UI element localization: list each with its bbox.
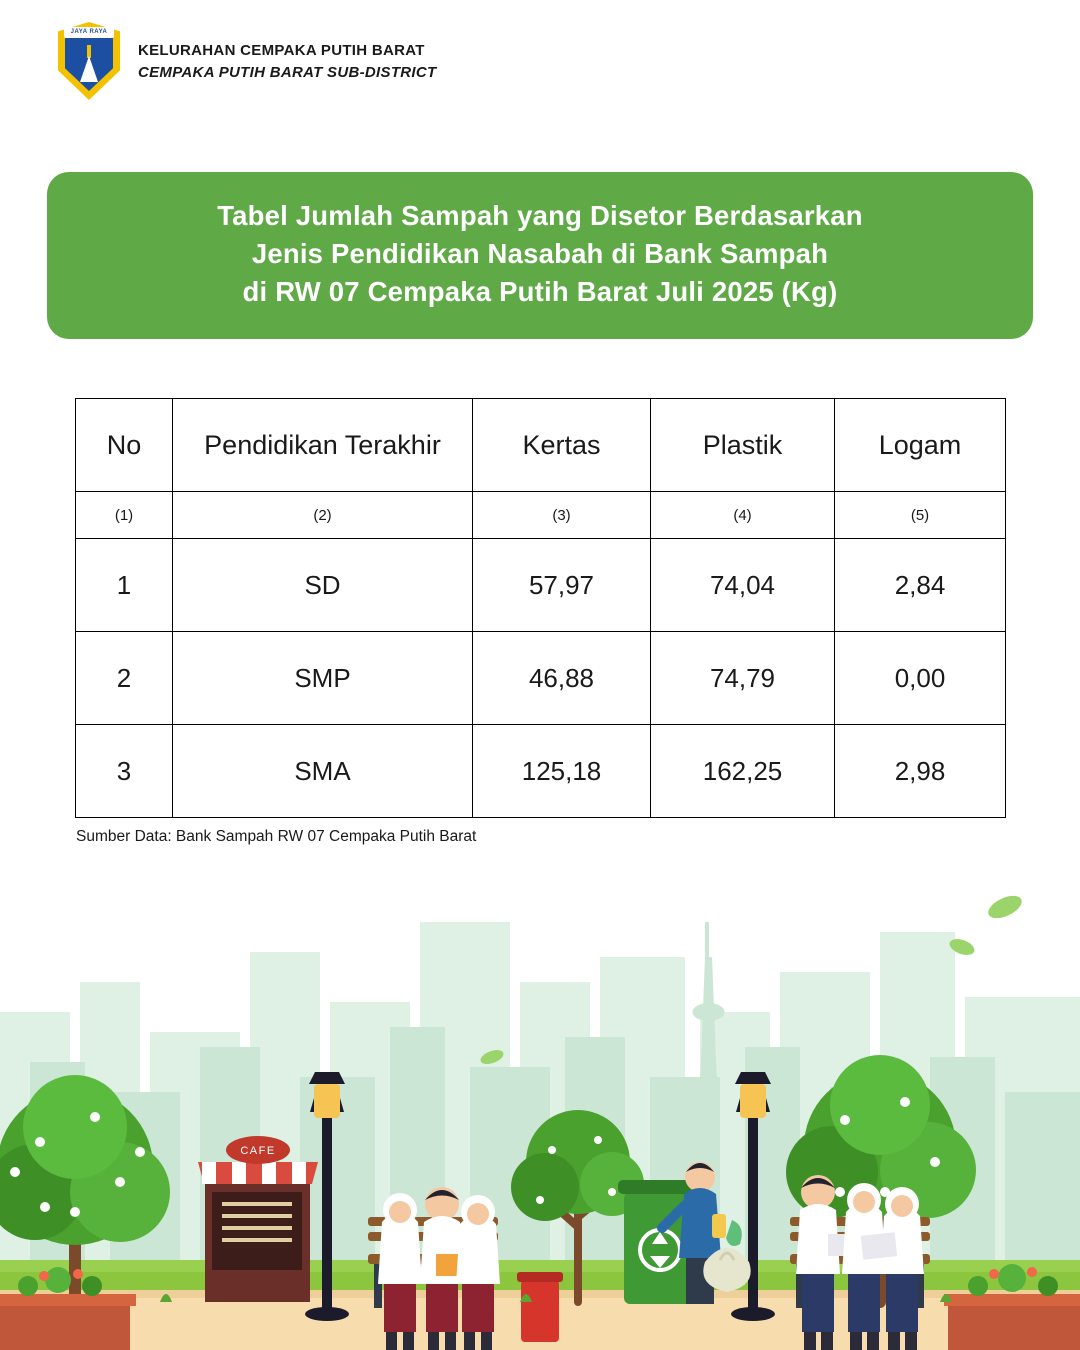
table-row — [76, 539, 1006, 632]
cell-kertas: 57,97 — [473, 539, 651, 632]
svg-text:CAFE: CAFE — [240, 1145, 276, 1157]
cell-plastik: 162,25 — [651, 725, 835, 818]
emblem-ribbon-text: JAYA RAYA — [64, 27, 114, 38]
header-plastik: Plastik — [651, 399, 835, 492]
cell-no: 2 — [76, 632, 173, 725]
jakarta-emblem-icon — [58, 22, 120, 100]
cell-logam: 2,84 — [835, 539, 1006, 632]
data-table-container — [75, 398, 1005, 818]
colnum-1: (1) — [76, 492, 173, 539]
header-line-en: CEMPAKA PUTIH BARAT SUB-DISTRICT — [138, 63, 437, 81]
cell-pendidikan: SMA — [173, 725, 473, 818]
table-header-row — [76, 399, 1006, 492]
students-group-left — [378, 1187, 500, 1350]
red-waste-bin — [517, 1272, 563, 1342]
cell-no: 3 — [76, 725, 173, 818]
title-line-2: Jenis Pendidikan Nasabah di Bank Sampah — [251, 238, 829, 269]
header-kertas: Kertas — [473, 399, 651, 492]
cell-kertas: 46,88 — [473, 632, 651, 725]
header-no: No — [76, 399, 173, 492]
header-pendidikan: Pendidikan Terakhir — [173, 399, 473, 492]
cell-logam: 0,00 — [835, 632, 1006, 725]
cell-no: 1 — [76, 539, 173, 632]
header-logam: Logam — [835, 399, 1006, 492]
title-banner — [47, 172, 1033, 339]
city-park-illustration — [0, 862, 1080, 1350]
colnum-2: (2) — [173, 492, 473, 539]
table-row — [76, 725, 1006, 818]
table-column-number-row — [76, 492, 1006, 539]
cell-pendidikan: SD — [173, 539, 473, 632]
table-row — [76, 632, 1006, 725]
header-line-id: KELURAHAN CEMPAKA PUTIH BARAT — [138, 41, 425, 59]
cell-plastik: 74,04 — [651, 539, 835, 632]
cell-kertas: 125,18 — [473, 725, 651, 818]
title-line-3: di RW 07 Cempaka Putih Barat Juli 2025 (Kg) — [242, 276, 838, 307]
waste-data-table — [75, 398, 1006, 818]
colnum-4: (4) — [651, 492, 835, 539]
students-group-right — [796, 1175, 924, 1350]
cell-plastik: 74,79 — [651, 632, 835, 725]
colnum-5: (5) — [835, 492, 1006, 539]
header — [58, 22, 436, 100]
colnum-3: (3) — [473, 492, 651, 539]
cell-logam: 2,98 — [835, 725, 1006, 818]
cell-pendidikan: SMP — [173, 632, 473, 725]
title-line-1: Tabel Jumlah Sampah yang Disetor Berdasarkan — [217, 200, 863, 231]
header-text — [138, 42, 436, 81]
source-note: Sumber Data: Bank Sampah RW 07 Cempaka Putih Barat — [76, 828, 477, 845]
